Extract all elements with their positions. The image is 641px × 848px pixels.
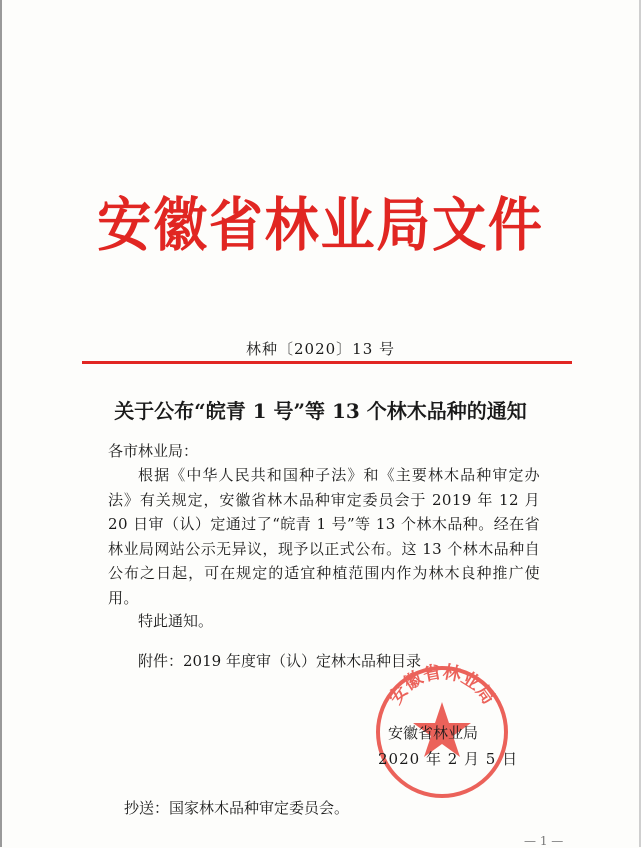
document-number: 林种〔2020〕13 号 xyxy=(245,340,396,358)
svg-text:安徽省林业局: 安徽省林业局 xyxy=(385,662,499,709)
cc-line: 抄送：国家林木品种审定委员会。 xyxy=(124,799,350,817)
addressee: 各市林业局： xyxy=(108,442,199,460)
notice-title: 关于公布“皖青 1 号”等 13 个林木品种的通知 xyxy=(114,399,527,423)
page-number: — 1 — xyxy=(524,834,564,848)
attachment-line: 附件：2019 年度审（认）定林木品种目录 xyxy=(138,652,421,670)
notice-body: 根据《中华人民共和国种子法》和《主要林木品种审定办法》有关规定，安徽省林木品种审定委员会于 2019 年 12 月 20 日审（认）定通过了“皖青 1 号”等 13 个林木品种。经在省林业局网站公示无异议，现予以正式公布。这 13 个林木品种自公布之日起，可在规定的适宜种植范围内作为林木良种推广使用。 xyxy=(108,466,540,607)
issue-date: 2020 年 2 月 5 日 xyxy=(378,750,519,768)
closing-line: 特此通知。 xyxy=(138,612,214,630)
document-header-title: 安徽省林业局文件 xyxy=(97,191,544,259)
red-divider-line xyxy=(82,361,572,364)
issuer-name: 安徽省林业局 xyxy=(388,724,479,742)
